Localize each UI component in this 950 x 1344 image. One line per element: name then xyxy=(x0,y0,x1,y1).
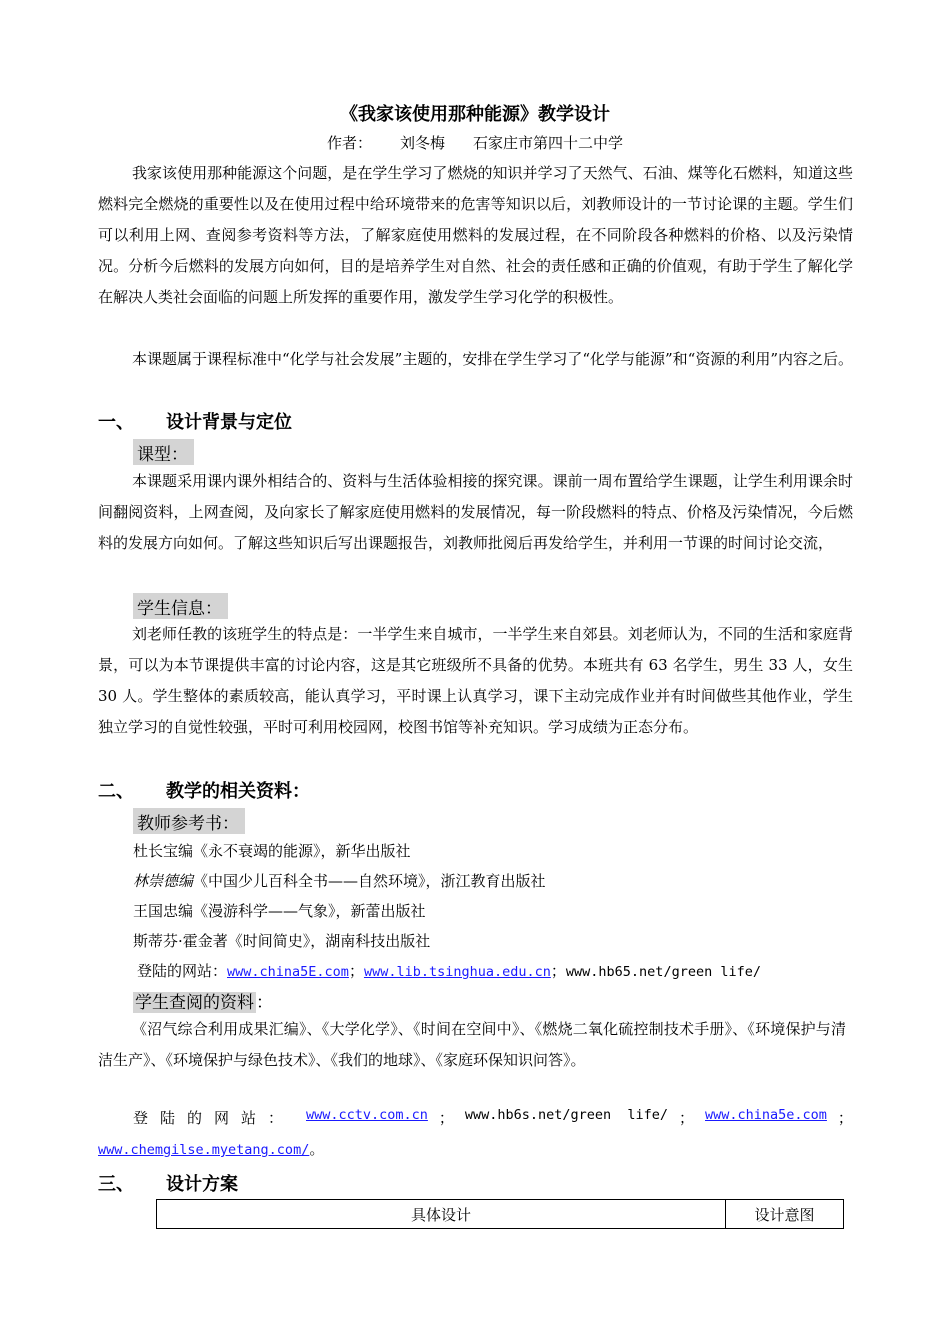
student-refs-heading xyxy=(133,988,273,1013)
student-info-label: 学生信息： xyxy=(133,593,228,619)
site-hb6s: www.hb6s.net/green life/ xyxy=(464,1107,669,1123)
teacher-ref-title: 《中国少儿百科全书——自然环境》，浙江教育出版社 xyxy=(193,872,546,890)
separator: ； xyxy=(348,962,364,980)
separator: ； xyxy=(438,1109,454,1127)
student-sites-label: 登陆的网站： xyxy=(133,1109,296,1127)
student-sites-line-2 xyxy=(98,1138,324,1159)
design-table xyxy=(156,1199,844,1229)
section-1-number: 一、 xyxy=(98,412,134,433)
teacher-sites-line xyxy=(137,960,761,981)
teacher-ref-item xyxy=(133,870,546,891)
teacher-refs-label: 教师参考书： xyxy=(133,808,245,834)
author-line xyxy=(0,132,950,153)
section-3-title: 设计方案 xyxy=(166,1174,238,1195)
intro-paragraph-2: 本课题属于课程标准中“化学与社会发展”主题的，安排在学生学习了“化学与能源”和“资源的利用”内容之后。 xyxy=(132,350,854,368)
section-1-heading xyxy=(98,408,292,434)
site-hb65: www.hb65.net/green life/ xyxy=(565,964,761,980)
section-2-title: 教学的相关资料： xyxy=(166,781,310,802)
section-3-number: 三、 xyxy=(98,1174,134,1195)
document-title: 《我家该使用那种能源》教学设计 xyxy=(340,104,610,125)
teacher-ref-author: 林崇德编 xyxy=(133,872,194,890)
course-type-label: 课型： xyxy=(133,439,194,465)
section-2-heading xyxy=(98,777,310,803)
student-info-paragraph: 刘老师任教的该班学生的特点是：一半学生来自城市，一半学生来自郊县。刘老师认为，不同的生活和家庭背景，可以为本节课提供丰富的讨论内容，这是其它班级所不具备的优势。本班共有 63 名学生，男生 33 人，女生 30 人。学生整体的素质较高，能认真学习，平时课上认真学习，课下主动完成作业并有时间做些其他作业，学生独立学习的自觉性较强，平时可利用校园网，校图书馆等补充知识。学习成绩为正态分布。 xyxy=(98,625,853,736)
period: 。 xyxy=(309,1140,325,1158)
table-header-intent: 设计意图 xyxy=(726,1200,844,1229)
section-2-number: 二、 xyxy=(98,781,134,802)
table-header-design: 具体设计 xyxy=(157,1200,726,1229)
separator: ； xyxy=(837,1109,853,1127)
section-1-title: 设计背景与定位 xyxy=(166,412,292,433)
teacher-ref-item: 斯蒂芬·霍金著《时间简史》，湖南科技出版社 xyxy=(133,932,431,950)
author-label: 作者： xyxy=(326,134,372,152)
table-header-row xyxy=(157,1200,844,1229)
author-org: 石家庄市第四十二中学 xyxy=(473,134,624,152)
student-sites-line xyxy=(133,1107,853,1128)
author-name: 刘冬梅 xyxy=(399,134,445,152)
student-refs-paragraph: 《沼气综合利用成果汇编》、《大学化学》、《时间在空间中》、《燃烧二氧化硫控制技术手册》、《环境保护与清洁生产》、《环境保护与绿色技术》、《我们的地球》、《家庭环保知识问答》。 xyxy=(98,1020,846,1069)
student-refs-colon: ： xyxy=(256,993,273,1013)
separator: ； xyxy=(550,962,566,980)
separator: ； xyxy=(679,1109,695,1127)
intro-paragraph-1: 我家该使用那种能源这个问题，是在学生学习了燃烧的知识并学习了天然气、石油、煤等化石燃料，知道这些燃料完全燃烧的重要性以及在使用过程中给环境带来的危害等知识以后，刘教师设计的一节讨论课的主题。学生们可以利用上网、查阅参考资料等方法，了解家庭使用燃料的发展过程，在不同阶段各种燃料的价格、以及污染情况。分析今后燃料的发展方向如何，目的是培养学生对自然、社会的责任感和正确的价值观，有助于学生了解化学在解决人类社会面临的问题上所发挥的重要作用，激发学生学习化学的积极性。 xyxy=(98,164,853,306)
link-china5e-2[interactable]: www.china5e.com xyxy=(705,1107,827,1123)
course-type-paragraph: 本课题采用课内课外相结合的、资料与生活体验相接的探究课。课前一周布置给学生课题，让学生利用课余时间翻阅资料，上网查阅，及向家长了解家庭使用燃料的发展情况，每一阶段燃料的特点、价格及污染情况，今后燃料的发展方向如何。了解这些知识后写出课题报告，刘教师批阅后再发给学生，并利用一节课的时间讨论交流， xyxy=(98,472,853,552)
student-refs-label: 学生查阅的资料 xyxy=(135,993,254,1013)
teacher-ref-item: 王国忠编《漫游科学——气象》，新蕾出版社 xyxy=(133,902,426,920)
link-china5e[interactable]: www.china5E.com xyxy=(227,964,349,980)
section-3-heading xyxy=(98,1170,238,1196)
link-lib-tsinghua[interactable]: www.lib.tsinghua.edu.cn xyxy=(363,964,551,980)
link-chemgilse[interactable]: www.chemgilse.myetang.com/ xyxy=(98,1142,310,1158)
teacher-sites-label: 登陆的网站： xyxy=(137,962,228,980)
link-cctv[interactable]: www.cctv.com.cn xyxy=(305,1107,428,1123)
teacher-ref-item: 杜长宝编《永不衰竭的能源》，新华出版社 xyxy=(133,842,411,860)
